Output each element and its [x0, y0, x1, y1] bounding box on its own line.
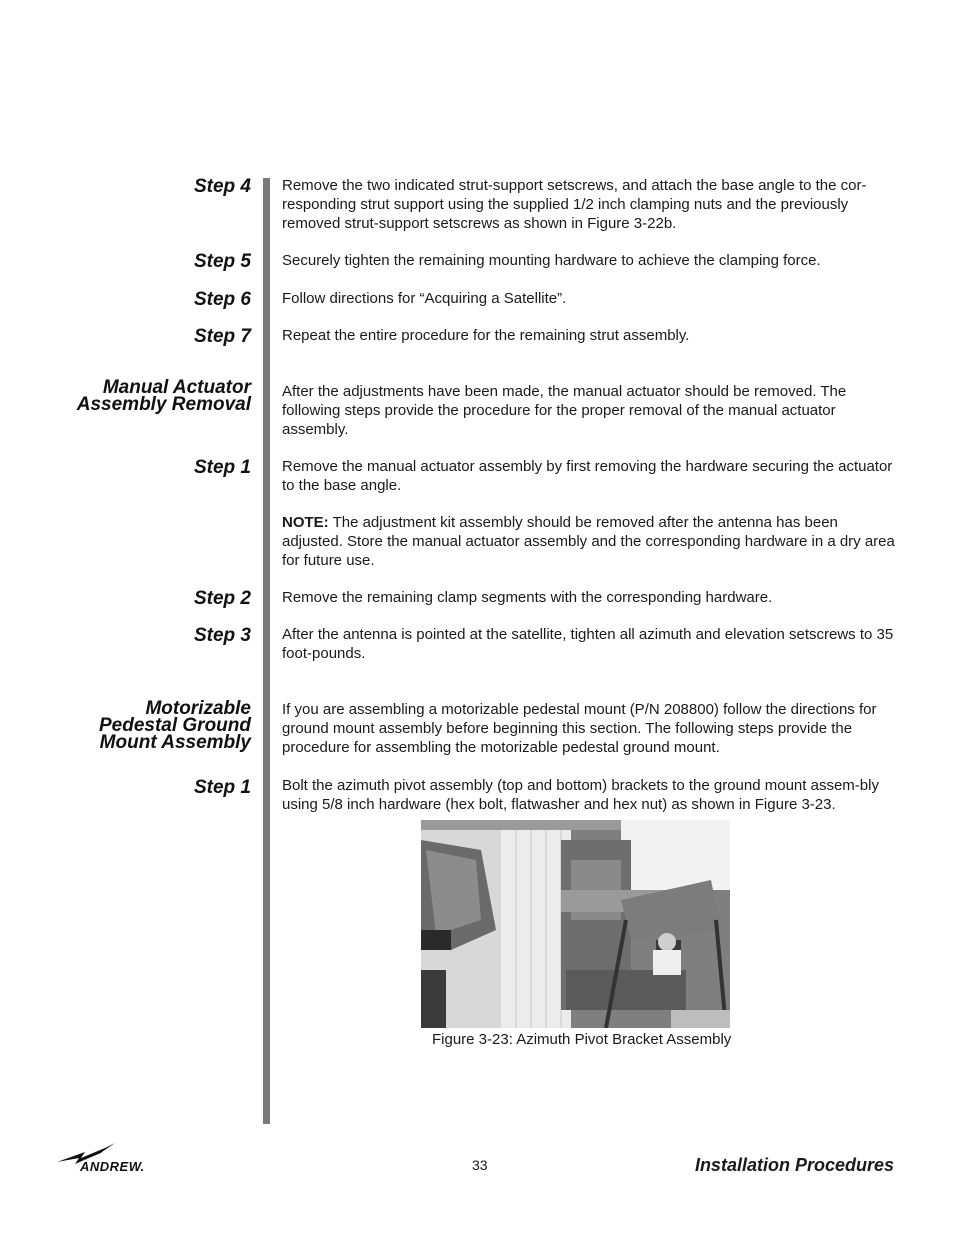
step-text: Remove the manual actuator assembly by first removing the hardware securing the actuator to the base angle. [282, 458, 893, 494]
margin-rule [263, 178, 270, 1124]
section-heading-line: Mount Assembly [99, 732, 251, 753]
step-text: Securely tighten the remaining mounting hardware to achieve the clamping force. [282, 252, 821, 269]
step-heading: Step 4 [193, 176, 251, 197]
note-label: NOTE: [282, 514, 329, 531]
step-heading: Step 1 [193, 777, 251, 798]
section-heading-line: Manual Actuator [102, 377, 251, 398]
note-paragraph [282, 513, 900, 570]
step-heading: Step 2 [193, 588, 251, 609]
page-number: 33 [472, 1157, 488, 1173]
step-heading: Step 5 [193, 251, 251, 272]
step-text: Remove the remaining clamp segments with the corresponding hardware. [282, 589, 773, 606]
section-heading-line: Motorizable [145, 698, 251, 719]
step-text: Follow directions for “Acquiring a Satellite”. [282, 290, 567, 307]
step-text: After the antenna is pointed at the satellite, tighten all azimuth and elevation setscrews to 35 foot-pounds. [282, 626, 894, 662]
figure-caption: Figure 3-23: Azimuth Pivot Bracket Assembly [432, 1031, 732, 1048]
section-heading [99, 700, 251, 751]
step-heading: Step 6 [193, 289, 251, 310]
section-text: After the adjustments have been made, the manual actuator should be removed. The following steps provide the procedure for the proper removal of the manual actuator assembly. [282, 383, 847, 438]
chapter-title: Installation Procedures [694, 1155, 894, 1175]
section-heading-line: Pedestal Ground [98, 715, 251, 736]
step-heading: Step 3 [193, 625, 251, 646]
step-text: Repeat the entire procedure for the remaining strut assembly. [282, 327, 690, 344]
section-text: If you are assembling a motorizable pedestal mount (P/N 208800) follow the directions for ground mount assembly before beginning this section. The following steps provide the procedure for assembling the motorizable pedestal ground mount. [282, 701, 877, 756]
step-text: Bolt the azimuth pivot assembly (top and bottom) brackets to the ground mount assem-bly using 5/8 inch hardware (hex bolt, flatwasher and hex nut) as shown in Figure 3-23. [282, 777, 879, 813]
figure-photo-drawing [421, 820, 730, 1028]
note-text: The adjustment kit assembly should be removed after the antenna has been adjusted. Store the manual actuator assembly and the corresponding hardware in a dry area for future use. [282, 514, 895, 569]
figure-photo [421, 820, 730, 1028]
section-heading [77, 379, 251, 413]
step-text: Remove the two indicated strut-support setscrews, and attach the base angle to the cor-responding strut support using the supplied 1/2 inch clamping nuts and the previously removed strut-support setscrews as shown in Figure 3-22b. [282, 177, 867, 232]
step-heading: Step 7 [193, 326, 251, 347]
step-heading: Step 1 [193, 457, 251, 478]
logo-wordmark: ANDREW. [80, 1159, 145, 1174]
section-heading-line: Assembly Removal [76, 394, 251, 415]
